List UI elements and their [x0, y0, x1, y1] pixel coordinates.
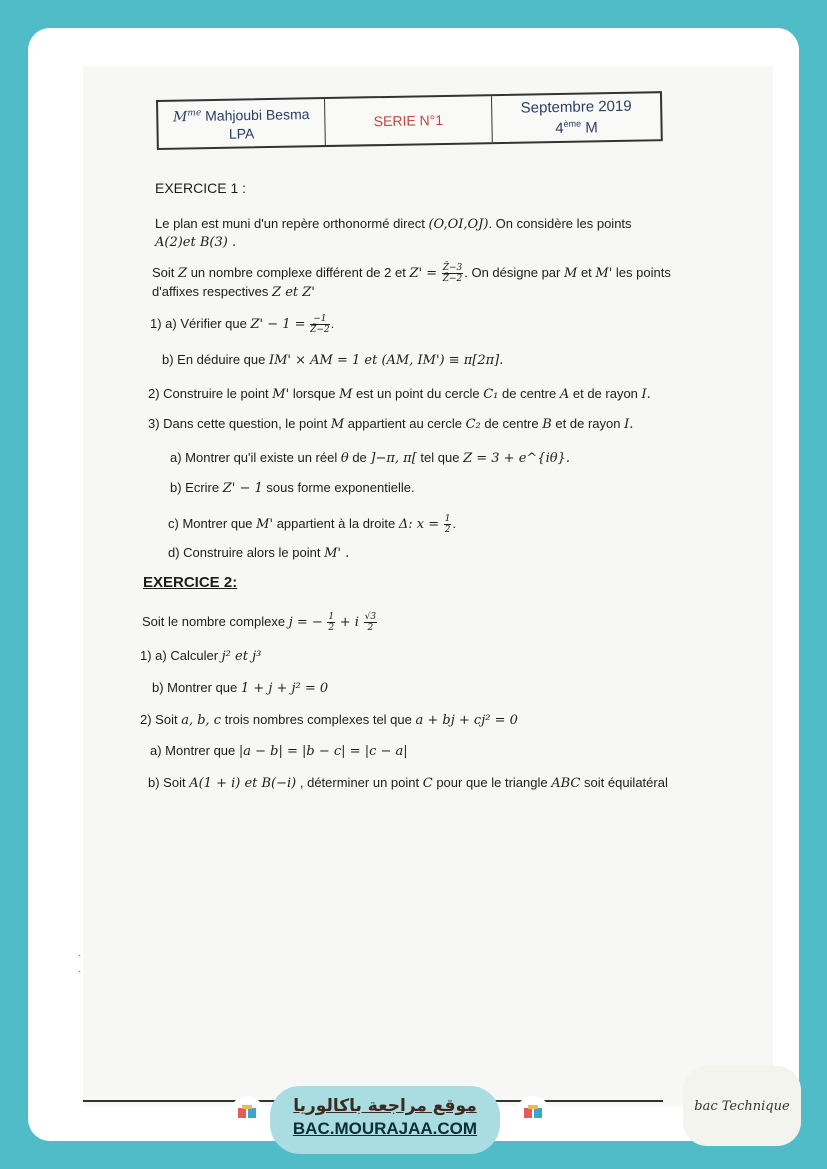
ex2-q2-text: 2) Soit: [140, 712, 178, 727]
ex2-frac2-num: √3: [364, 612, 377, 622]
ex1-q3-text2: appartient au cercle: [347, 416, 462, 431]
ex1-q3b: [170, 480, 415, 496]
ex2-frac2-den: 2: [367, 623, 374, 633]
bac-technique-badge: [683, 1066, 801, 1146]
ex1-q2-c1: C₁: [483, 387, 499, 402]
ex1-q3b-end: sous forme exponentielle.: [266, 480, 415, 495]
ex1-q3c-den: 2: [444, 525, 451, 535]
ex1-frac-den: Z̄−2: [442, 274, 463, 284]
ex1-q3: [148, 416, 633, 432]
ex1-q3a-interval: ]−π, π[: [370, 451, 417, 466]
ex2-frac1: [327, 612, 335, 633]
ex1-intro-text: Le plan est muni d'un repère orthonormé direct: [155, 216, 425, 231]
ex1-q2-text2: lorsque: [292, 386, 336, 401]
ex1-affixes: [152, 284, 315, 300]
serie-label: SERIE N°1: [373, 111, 444, 129]
ex1-q3c-math: Δ: x =: [398, 516, 440, 532]
ex1-frame-math: (O,OI,OJ): [428, 217, 489, 232]
ex1-affixes-math: Z et Z': [272, 285, 315, 300]
ex2-q1a: [140, 648, 261, 664]
ex1-q1a-end: .: [330, 315, 335, 331]
ex1-zprime: Z' =: [409, 265, 438, 281]
ex1-soit-text2: . On désigne par: [464, 264, 561, 280]
ex1-frac-num: Z̄−3: [442, 263, 463, 273]
ex2-frac1-den: 2: [328, 623, 335, 633]
ex2-q2b-text2: , déterminer un point: [299, 775, 420, 790]
ex1-q3a-theta: θ: [340, 451, 349, 466]
site-logo-left: [230, 1096, 264, 1130]
level-suffix: M: [585, 119, 598, 137]
ex1-q1a-fraction: [310, 314, 330, 335]
ex1-q2-m: M: [339, 387, 353, 402]
ex2-q1b: [152, 680, 328, 696]
ex1-z: Z: [178, 265, 188, 281]
ex1-soit-line: [152, 263, 671, 284]
ex2-q2b-text4: soit équilatéral: [584, 775, 668, 790]
date-label: Septembre 2019: [520, 97, 632, 117]
teacher-name: Mahjoubi Besma: [205, 106, 310, 124]
ex1-q1a-num: −1: [310, 314, 330, 325]
ex2-q1a-math: j² et j³: [221, 649, 262, 664]
ex1-q1b-math: IM' × AM = 1 et (AM, IM') ≡ π[2π].: [268, 353, 504, 368]
ex1-et: et: [580, 264, 592, 280]
ex2-q2b-text: b) Soit: [148, 775, 186, 790]
ex1-mprime: M': [595, 265, 613, 281]
ex2-j-eq: j = −: [288, 614, 323, 630]
ex1-affixes-text: d'affixes respectives: [152, 284, 269, 299]
badge-text: bac Technique: [694, 1098, 790, 1114]
ex1-q3-text: 3) Dans cette question, le point: [148, 416, 328, 431]
ex1-q3d-text: d) Construire alors le point: [168, 545, 321, 560]
ex1-q1a-math: Z' − 1 =: [250, 316, 306, 332]
ex2-q2: [140, 712, 518, 728]
ex2-intro-text: Soit le nombre complexe: [142, 613, 286, 629]
book-icon: [236, 1104, 258, 1122]
ex2-q2a-math: |a − b| = |b − c| = |c − a|: [238, 744, 408, 759]
ex2-q2-equation: a + bj + cj² = 0: [415, 713, 518, 728]
ex2-plus-i: + i: [339, 614, 359, 630]
ex1-q3c-text2: appartient à la droite: [276, 515, 396, 531]
ex1-q1b: [162, 352, 503, 368]
scan-dot: ·: [78, 950, 82, 961]
header-table: [156, 91, 663, 150]
site-logo-right: [516, 1096, 550, 1130]
ex1-q2-i: I.: [641, 387, 651, 402]
ex1-q1a-den: Z̄−2: [310, 325, 330, 335]
ex1-q3-c2: C₂: [465, 417, 481, 432]
ex1-soit-text: un nombre complexe différent de 2 et: [190, 264, 406, 280]
ex2-q2b-c: C: [422, 776, 433, 791]
ex1-fraction: [442, 263, 464, 284]
ex1-q3-text4: et de rayon: [555, 416, 621, 431]
ex2-intro: [142, 612, 378, 633]
ex1-q2-text4: de centre: [502, 386, 557, 401]
ex1-q3c: [168, 514, 456, 535]
date-cell: [492, 93, 661, 142]
ex2-frac1-num: 1: [328, 612, 335, 622]
ex2-q1a-text: 1) a) Calculer: [140, 648, 219, 663]
ex1-q3a: [170, 450, 570, 466]
level-num: 4: [555, 119, 564, 138]
ex1-intro-end: . On considère les points: [488, 216, 632, 231]
ex2-q2b-math: A(1 + i) et B(−i): [189, 776, 297, 791]
exercise-2-title: EXERCICE 2:: [143, 574, 238, 591]
ex2-q2-math: a, b, c: [181, 713, 222, 728]
ex1-q1a: [150, 314, 334, 335]
site-banner[interactable]: [270, 1086, 500, 1154]
ex1-q2: [148, 386, 651, 402]
ex1-q3b-text: b) Ecrire: [170, 480, 220, 495]
ex1-q3c-text: c) Montrer que: [168, 515, 253, 531]
ex2-q1b-math: 1 + j + j² = 0: [240, 681, 329, 696]
ex1-q3d-mprime: M' .: [324, 546, 350, 561]
ex1-soit-text3: les points: [615, 264, 671, 280]
book-icon: [522, 1104, 544, 1122]
ex1-q2-a: A: [559, 387, 570, 402]
ex1-q3a-de: de: [352, 450, 367, 465]
ex2-q1b-text: b) Montrer que: [152, 680, 238, 695]
ex1-q3a-text2: tel que: [420, 450, 460, 465]
teacher-cell: [158, 99, 326, 148]
ex1-q3a-equation: Z = 3 + e^{iθ}.: [463, 451, 570, 466]
ex1-q3c-end: .: [452, 515, 457, 531]
ex1-q2-text5: et de rayon: [572, 386, 638, 401]
site-url[interactable]: BAC.MOURAJAA.COM: [292, 1119, 478, 1138]
ex1-intro-line1: [155, 216, 632, 232]
ex1-q1b-text: b) En déduire que: [162, 352, 266, 367]
teacher-sup: me: [187, 108, 202, 119]
school-name: LPA: [228, 125, 255, 142]
ex1-q1a-text: 1) a) Vérifier que: [150, 315, 247, 331]
ex2-frac2: [364, 612, 377, 633]
ex1-q2-mprime: M': [272, 387, 290, 402]
level-sup: ème: [563, 118, 582, 129]
teacher-title: M: [172, 109, 188, 126]
ex1-q2-text: 2) Construire le point: [148, 386, 269, 401]
ex2-q2b: [148, 775, 668, 791]
ex1-q3d: [168, 545, 349, 561]
ex1-points: A(2)et B(3) .: [155, 235, 237, 250]
ex2-q2a: [150, 743, 408, 759]
ex1-q3c-num: 1: [444, 514, 451, 524]
ex2-q2b-text3: pour que le triangle: [436, 775, 548, 790]
ex1-q3-b: B: [542, 417, 552, 432]
ex1-q3c-fraction: [444, 514, 452, 535]
serie-cell: [325, 96, 493, 145]
ex1-q3a-text: a) Montrer qu'il existe un réel: [170, 450, 338, 465]
ex2-q2b-abc: ABC: [551, 776, 581, 791]
site-name-arabic[interactable]: موقع مراجعة باكالوريا: [293, 1096, 477, 1116]
ex2-q2a-text: a) Montrer que: [150, 743, 236, 758]
ex1-soit-word: Soit: [152, 264, 175, 280]
ex1-m: M: [564, 265, 578, 281]
ex2-q2-text2: trois nombres complexes tel que: [224, 712, 412, 727]
scan-dot: ·: [78, 966, 82, 977]
ex1-q3-text3: de centre: [484, 416, 539, 431]
ex1-q2-text3: est un point du cercle: [356, 386, 480, 401]
ex1-q3-m: M: [330, 417, 345, 432]
ex1-q3b-math: Z' − 1: [222, 481, 263, 496]
exercise-1-title: EXERCICE 1 :: [155, 180, 247, 196]
ex1-q3-i: I.: [624, 417, 634, 432]
ex1-q3c-mprime: M': [256, 516, 274, 532]
